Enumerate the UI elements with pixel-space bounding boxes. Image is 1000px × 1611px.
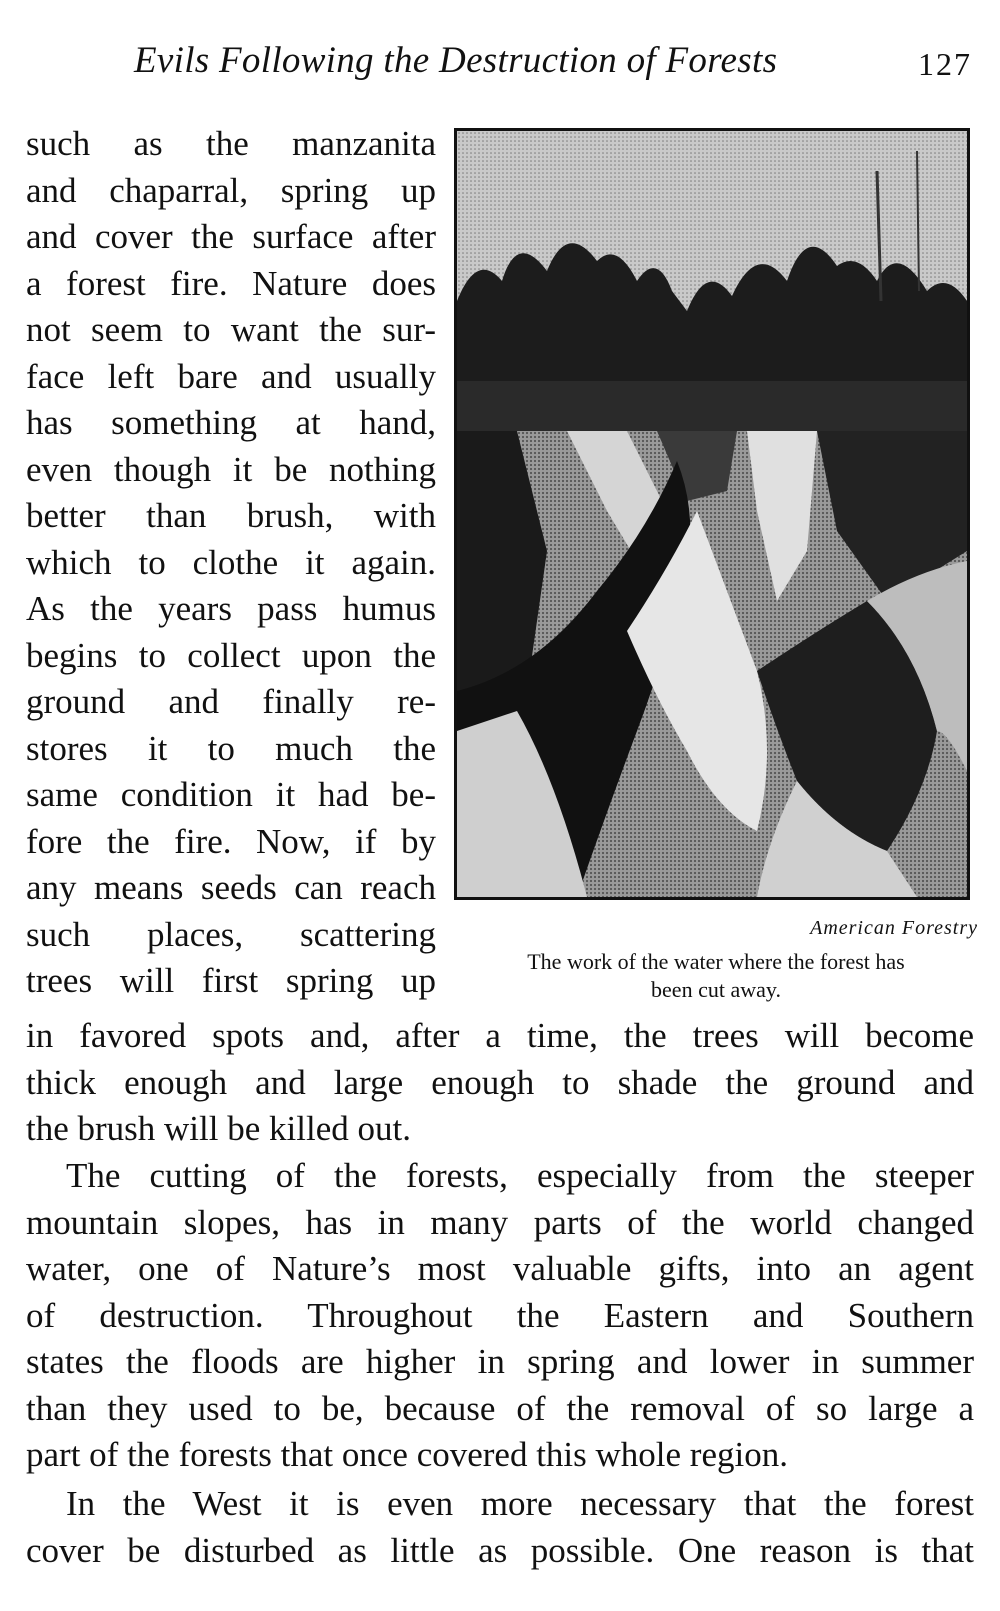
page-number: 127 [918, 46, 972, 82]
paragraph-1-narrow-column [26, 121, 436, 1005]
text-line: the brush will be killed out. [26, 1109, 411, 1148]
text-line: has something at hand, [26, 403, 436, 442]
paragraph-2 [26, 1153, 974, 1479]
paragraph-3 [26, 1481, 974, 1574]
text-line: any means seeds can reach [26, 868, 436, 907]
text-line: water, one of Nature’s most valuable gifts, into an agent [26, 1249, 974, 1288]
text-line: even though it be nothing [26, 449, 436, 489]
text-line: The cutting of the forests, especially from the steeper [66, 1156, 974, 1195]
text-line: fore the fire. Now, if by [26, 821, 436, 861]
photo-illustration [457, 131, 967, 897]
text-line: ground and finally re- [26, 682, 436, 721]
caption-line: The work of the water where the forest has [527, 949, 905, 974]
text-line: stores it to much the [26, 728, 436, 768]
text-line: in favored spots and, after a time, the trees will become [26, 1016, 974, 1055]
text-line: mountain slopes, has in many parts of the world changed [26, 1202, 974, 1242]
text-line: and chaparral, spring up [26, 170, 436, 210]
text-line: such as the manzanita [26, 124, 436, 163]
erosion-photograph [454, 128, 970, 900]
running-title: Evils Following the Destruction of Forests [134, 40, 778, 81]
text-line: trees will first spring up [26, 961, 436, 1000]
text-line: part of the forests that once covered this whole region. [26, 1435, 788, 1474]
text-line: cover be disturbed as little as possible. One reason is that [26, 1530, 974, 1570]
figure-caption [454, 948, 978, 1004]
text-line: not seem to want the sur- [26, 310, 436, 349]
text-line: As the years pass humus [26, 589, 436, 628]
text-line: and cover the surface after [26, 217, 436, 256]
text-line: In the West it is even more necessary that the forest [66, 1484, 974, 1523]
text-line: face left bare and usually [26, 356, 436, 396]
text-line: begins to collect upon the [26, 635, 436, 675]
text-line: better than brush, with [26, 496, 436, 535]
text-line: thick enough and large enough to shade the ground and [26, 1062, 974, 1102]
text-line: states the floods are higher in spring and lower in summer [26, 1342, 974, 1381]
text-line: same condition it had be- [26, 775, 436, 814]
text-line: than they used to be, because of the removal of so large a [26, 1388, 974, 1428]
paragraph-1-continued [26, 1013, 974, 1153]
text-line: of destruction. Throughout the Eastern and Southern [26, 1295, 974, 1335]
text-line: which to clothe it again. [26, 542, 436, 582]
photo-credit: American Forestry [810, 917, 978, 939]
caption-line: been cut away. [651, 977, 781, 1002]
text-line: such places, scattering [26, 914, 436, 954]
text-line: a forest fire. Nature does [26, 263, 436, 303]
